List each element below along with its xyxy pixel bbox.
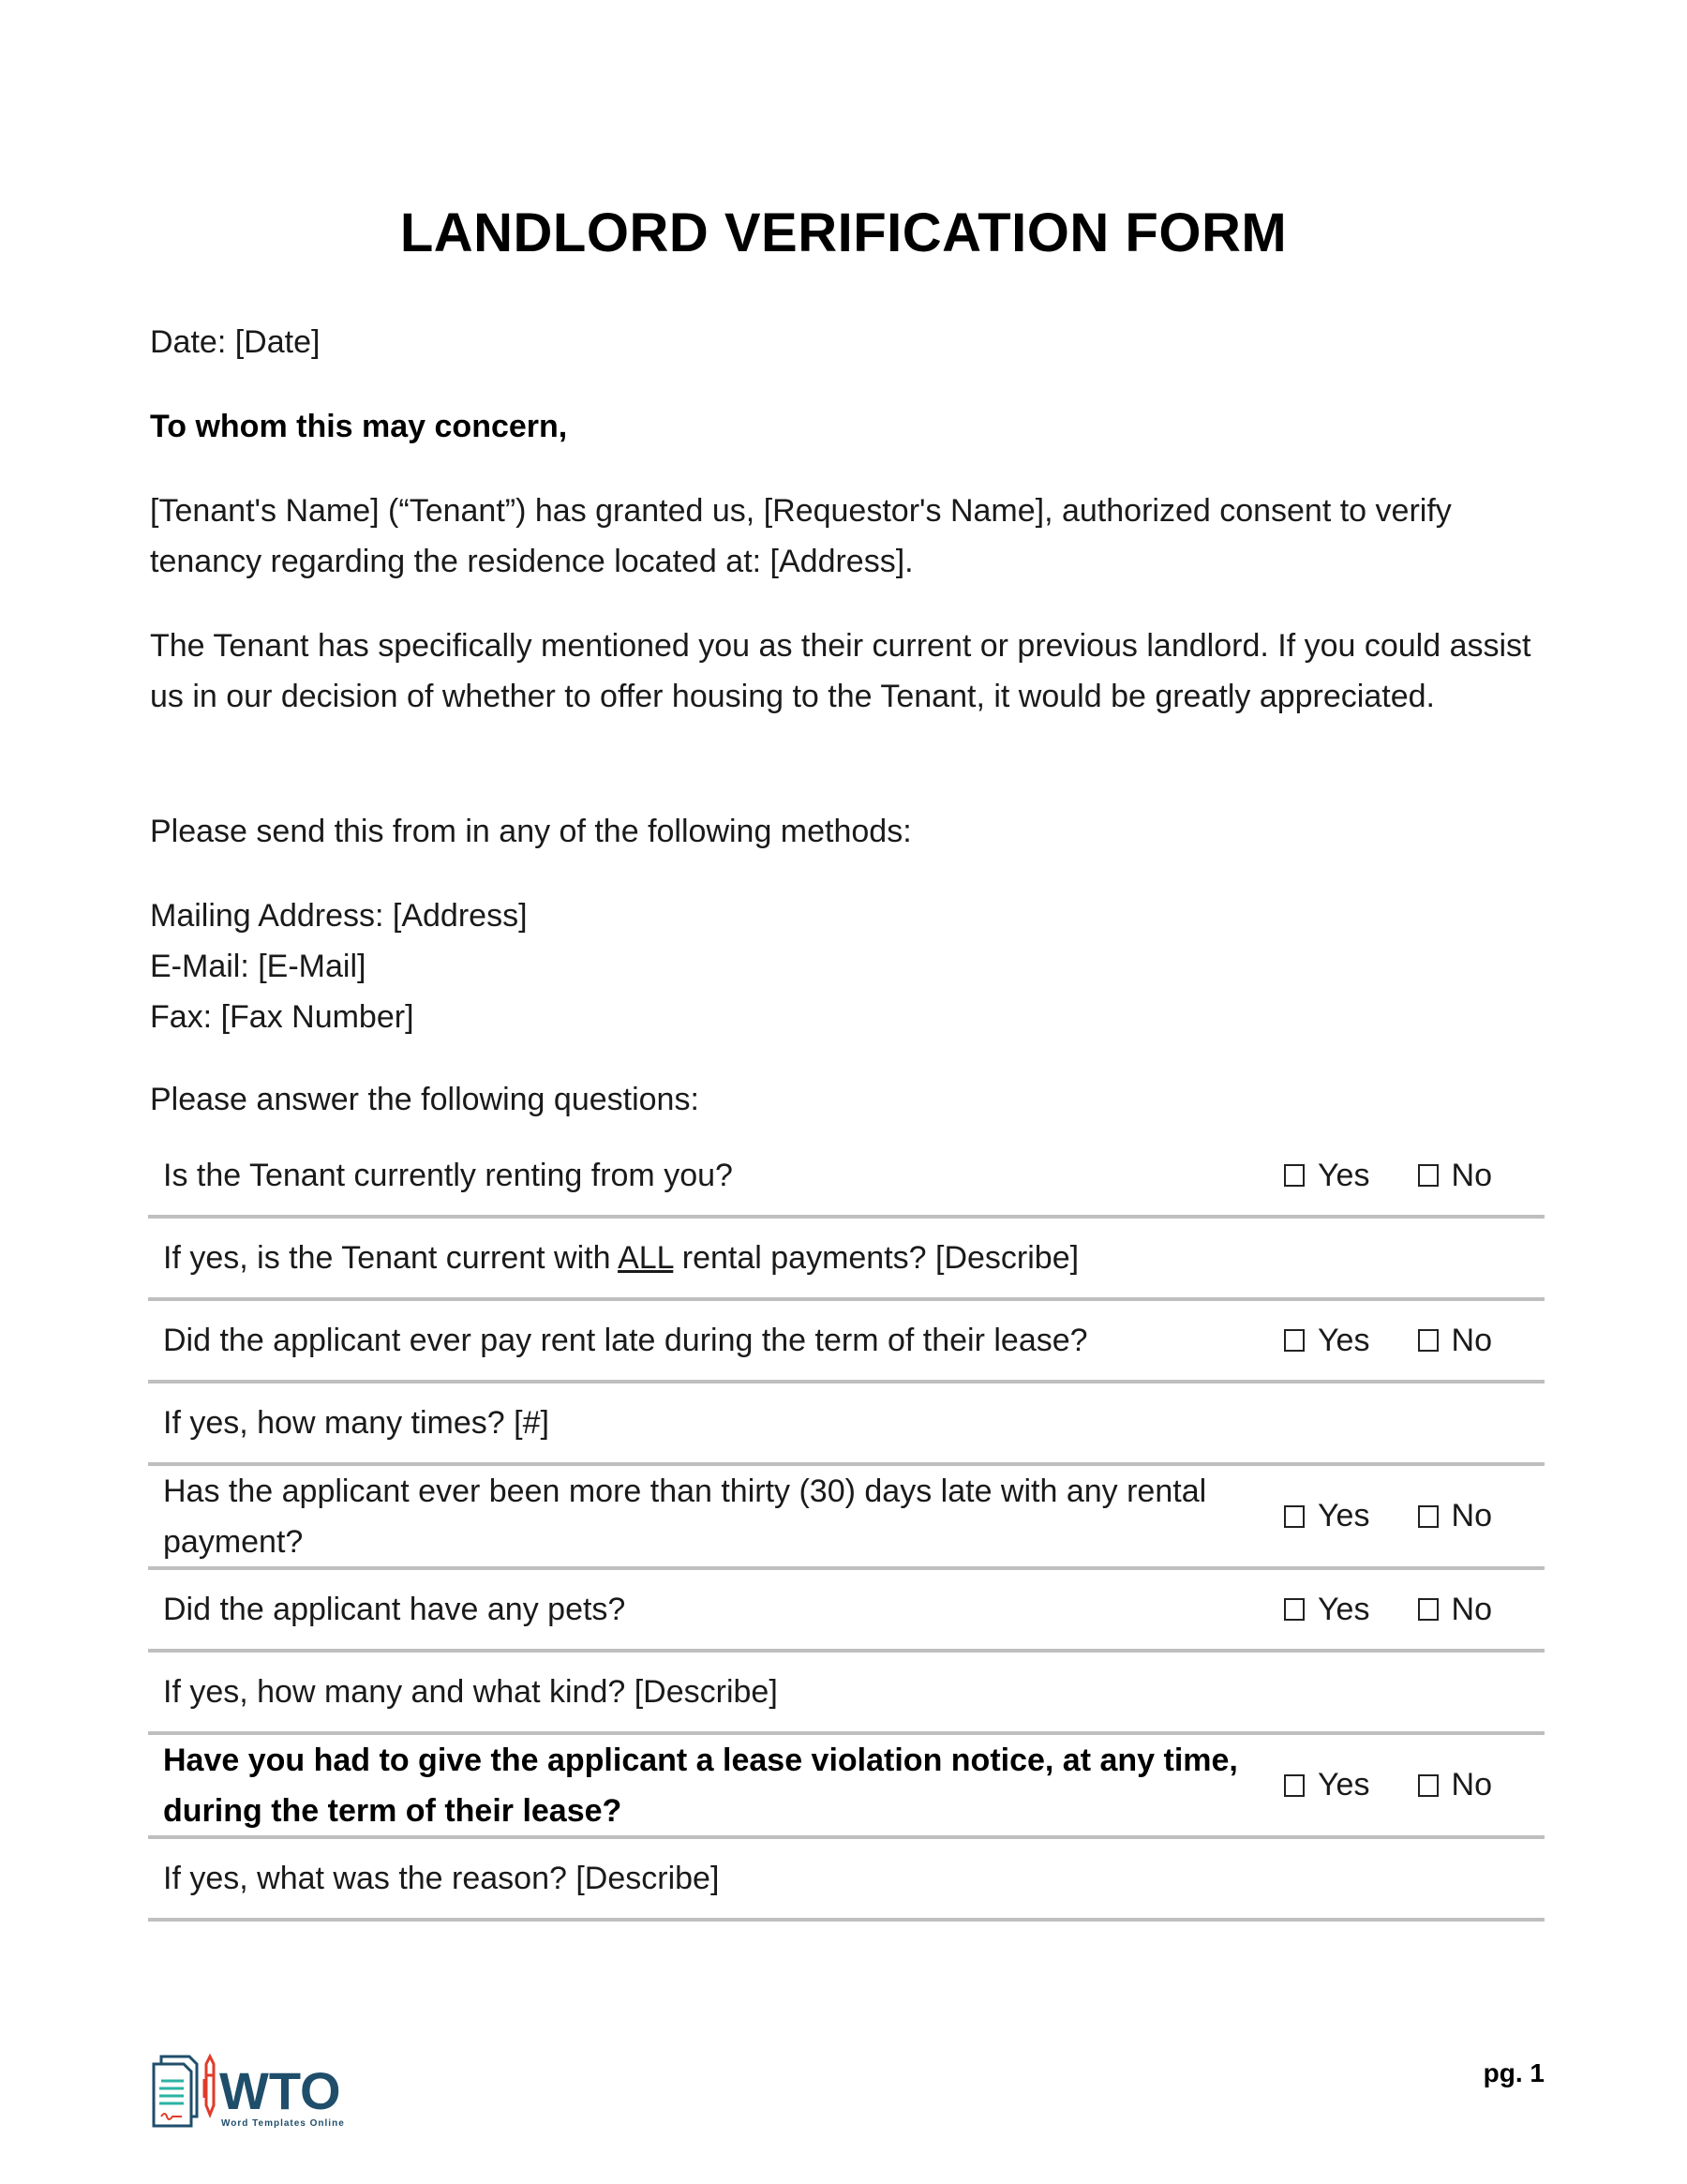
no-checkbox[interactable] bbox=[1418, 1498, 1492, 1534]
answer-options bbox=[1284, 1767, 1530, 1803]
question-row bbox=[148, 1653, 1545, 1735]
question-row bbox=[148, 1219, 1545, 1301]
yes-checkbox[interactable] bbox=[1284, 1498, 1369, 1534]
checkbox-icon[interactable] bbox=[1418, 1164, 1439, 1187]
no-checkbox[interactable] bbox=[1418, 1323, 1492, 1359]
answer-options bbox=[1284, 1323, 1530, 1359]
question-text: If yes, what was the reason? [Describe] bbox=[163, 1861, 720, 1896]
no-label: No bbox=[1451, 1591, 1492, 1627]
yes-label: Yes bbox=[1318, 1591, 1370, 1627]
document-pen-icon bbox=[152, 2051, 373, 2135]
no-label: No bbox=[1451, 1767, 1492, 1803]
question-text-before: If yes, is the Tenant current with bbox=[163, 1240, 619, 1276]
checkbox-icon[interactable] bbox=[1284, 1598, 1305, 1621]
yes-checkbox[interactable] bbox=[1284, 1158, 1369, 1194]
fax-number: Fax: [Fax Number] bbox=[150, 999, 414, 1035]
checkbox-icon[interactable] bbox=[1284, 1164, 1305, 1187]
no-checkbox[interactable] bbox=[1418, 1767, 1492, 1803]
wto-logo bbox=[152, 2051, 373, 2135]
page-number: pg. 1 bbox=[1483, 2058, 1545, 2087]
send-methods-text: Please send this from in any of the following methods: bbox=[150, 814, 912, 849]
no-checkbox[interactable] bbox=[1418, 1158, 1492, 1194]
answer-options bbox=[1284, 1158, 1530, 1194]
request-paragraph bbox=[150, 621, 1546, 722]
question-text: Has the applicant ever been more than thirty (30) days late with any rental payment? bbox=[163, 1473, 1207, 1560]
checkbox-icon[interactable] bbox=[1418, 1598, 1439, 1621]
yes-checkbox[interactable] bbox=[1284, 1592, 1369, 1628]
answer-options bbox=[1284, 1592, 1530, 1628]
question-text: Is the Tenant currently renting from you? bbox=[163, 1158, 733, 1193]
question-row bbox=[148, 1735, 1545, 1839]
salutation bbox=[150, 401, 1546, 452]
question-text: If yes, how many and what kind? [Describe] bbox=[163, 1674, 778, 1710]
yes-label: Yes bbox=[1318, 1157, 1370, 1193]
question-row bbox=[148, 1839, 1545, 1922]
question-row bbox=[148, 1301, 1545, 1384]
checkbox-icon[interactable] bbox=[1418, 1774, 1439, 1797]
date-text: Date: [Date] bbox=[150, 324, 321, 360]
yes-checkbox[interactable] bbox=[1284, 1323, 1369, 1359]
no-label: No bbox=[1451, 1322, 1492, 1358]
no-label: No bbox=[1451, 1157, 1492, 1193]
question-text-underlined: ALL bbox=[618, 1240, 674, 1276]
questions-intro bbox=[150, 1074, 1546, 1125]
no-checkbox[interactable] bbox=[1418, 1592, 1492, 1628]
question-text bbox=[163, 1233, 1241, 1283]
question-row bbox=[148, 1466, 1545, 1570]
question-text: If yes, how many times? [#] bbox=[163, 1405, 549, 1441]
date-line bbox=[150, 317, 1546, 367]
salutation-text: To whom this may concern, bbox=[150, 409, 568, 444]
logo-tagline: Word Templates Online bbox=[221, 2118, 345, 2129]
checkbox-icon[interactable] bbox=[1418, 1329, 1439, 1352]
no-label: No bbox=[1451, 1498, 1492, 1533]
yes-label: Yes bbox=[1318, 1767, 1370, 1803]
yes-checkbox[interactable] bbox=[1284, 1767, 1369, 1803]
question-row bbox=[148, 1570, 1545, 1653]
checkbox-icon[interactable] bbox=[1284, 1774, 1305, 1797]
contact-block bbox=[150, 890, 1546, 1042]
question-text-after: rental payments? [Describe] bbox=[673, 1240, 1080, 1276]
questions-intro-text: Please answer the following questions: bbox=[150, 1082, 699, 1117]
checkbox-icon[interactable] bbox=[1418, 1505, 1439, 1528]
consent-text: [Tenant's Name] (“Tenant”) has granted us, [Requestor's Name], authorized consent to verify tenancy regarding the residence located at: [Address]. bbox=[150, 493, 1452, 579]
question-row bbox=[148, 1136, 1545, 1219]
checkbox-icon[interactable] bbox=[1284, 1505, 1305, 1528]
yes-label: Yes bbox=[1318, 1322, 1370, 1358]
yes-label: Yes bbox=[1318, 1498, 1370, 1533]
question-text: Did the applicant ever pay rent late during the term of their lease? bbox=[163, 1323, 1088, 1358]
question-row bbox=[148, 1384, 1545, 1466]
logo-wordmark: WTO bbox=[219, 2061, 341, 2120]
consent-paragraph bbox=[150, 486, 1546, 587]
page-title: LANDLORD VERIFICATION FORM bbox=[399, 202, 1288, 263]
email-address: E-Mail: [E-Mail] bbox=[150, 949, 366, 984]
question-text: Have you had to give the applicant a lease violation notice, at any time, during the term of their lease? bbox=[163, 1742, 1238, 1829]
mailing-address: Mailing Address: [Address] bbox=[150, 898, 528, 934]
answer-options bbox=[1284, 1498, 1530, 1534]
questions-table bbox=[148, 1136, 1545, 1922]
request-text: The Tenant has specifically mentioned you as their current or previous landlord. If you could assist us in our decision of whether to offer housing to the Tenant, it would be greatly appreciated. bbox=[150, 628, 1531, 714]
question-text: Did the applicant have any pets? bbox=[163, 1592, 626, 1627]
checkbox-icon[interactable] bbox=[1284, 1329, 1305, 1352]
send-methods-paragraph bbox=[150, 806, 1546, 857]
